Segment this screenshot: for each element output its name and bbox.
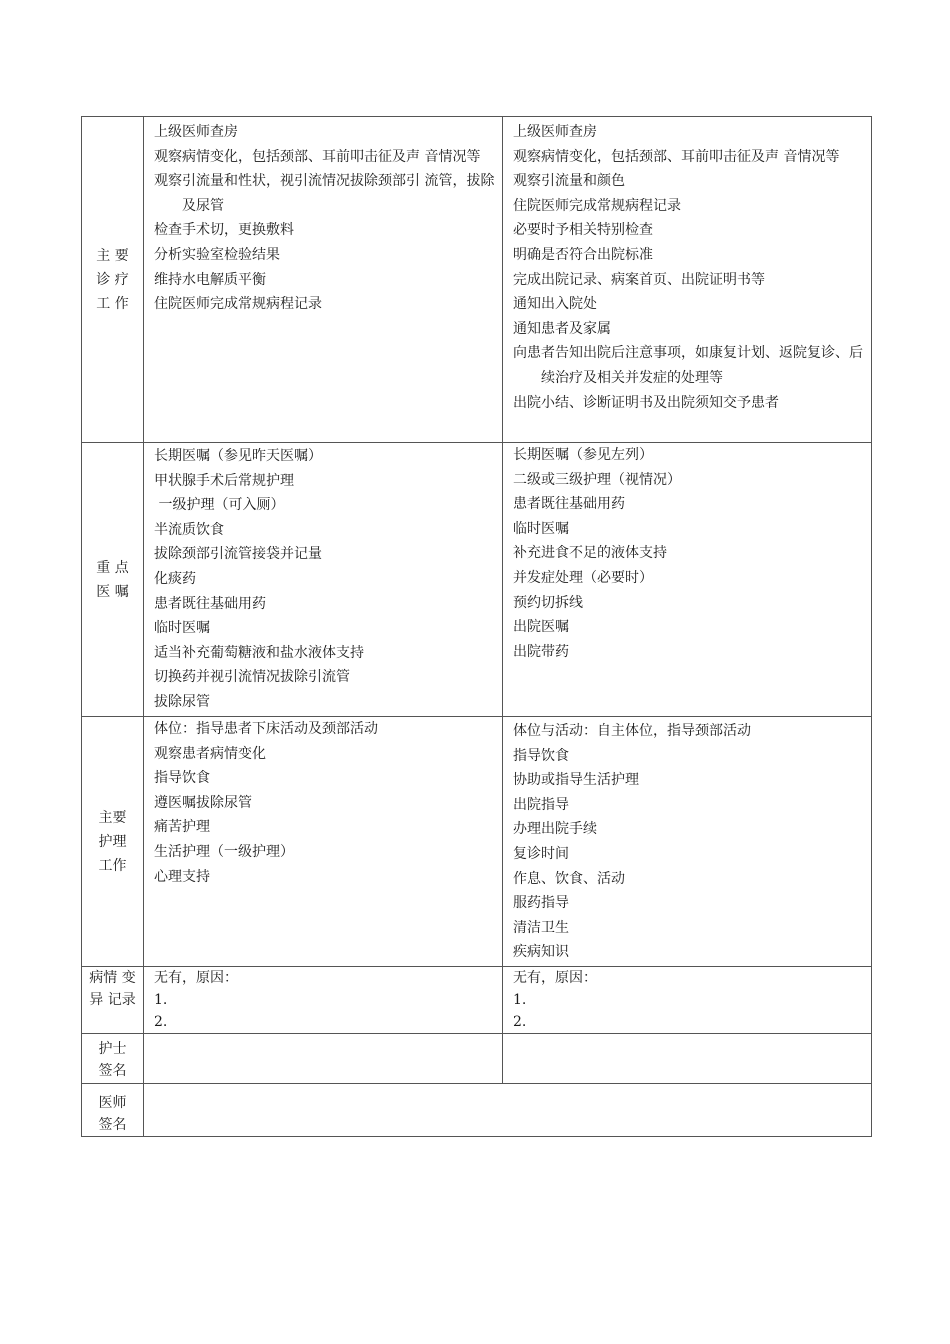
list-item: 作息、饮食、活动 <box>513 870 625 887</box>
variation-item-1: 1. <box>154 992 168 1008</box>
list-item: 观察病情变化，包括颈部、耳前叩击征及声 音情况等 <box>154 148 481 165</box>
list-item: 二级或三级护理（视情况） <box>513 471 681 488</box>
label-line: 工 作 <box>96 295 129 312</box>
variation-checkbox-text: 无有，原因： <box>154 970 238 986</box>
list-item: 出院指导 <box>513 796 569 813</box>
list-item: 长期医嘱（参见左列） <box>513 447 653 463</box>
list-item: 通知患者及家属 <box>513 320 611 337</box>
list-item: 患者既往基础用药 <box>513 496 625 513</box>
list-item: 维持水电解质平衡 <box>154 271 266 288</box>
list-item: 甲状腺手术后常规护理 <box>154 472 294 489</box>
list-item: 体位与活动：自主体位，指导颈部活动 <box>513 723 751 739</box>
list-item: 临时医嘱 <box>513 520 569 537</box>
list-item: 指导饮食 <box>154 770 210 787</box>
cell-key-orders-right <box>503 443 872 717</box>
list-item: 通知出入院处 <box>513 296 597 313</box>
list-item: 观察患者病情变化 <box>154 745 266 762</box>
cell-main-treatment-left <box>144 117 503 443</box>
row-variation <box>82 967 872 1034</box>
list-item: 协助或指导生活护理 <box>513 772 639 789</box>
row-label-doctor-signature <box>82 1084 144 1137</box>
row-doctor-signature <box>82 1084 872 1137</box>
list-item: 清洁卫生 <box>513 919 569 936</box>
list-item: 拔除尿管 <box>154 693 210 710</box>
label-line: 签名 <box>98 1063 127 1079</box>
variation-checkbox-text: 无有，原因： <box>513 970 597 986</box>
label-line: 重 点 <box>96 559 129 576</box>
label-line: 病情 变 <box>89 970 136 986</box>
list-item: 住院医师完成常规病程记录 <box>154 296 322 313</box>
list-item: 观察引流量和颜色 <box>513 173 625 190</box>
cell-main-treatment-right <box>503 117 872 443</box>
list-item: 并发症处理（必要时） <box>513 569 653 586</box>
label-line: 护士 <box>98 1041 127 1057</box>
list-item: 服药指导 <box>513 895 569 912</box>
label-line: 工作 <box>98 857 127 874</box>
cell-variation-right <box>503 967 872 1034</box>
list-item: 完成出院记录、病案首页、出院证明书等 <box>513 271 765 288</box>
list-item: 半流质饮食 <box>154 521 224 538</box>
variation-item-1: 1. <box>513 992 527 1008</box>
list-item: 心理支持 <box>154 868 210 885</box>
list-item: 体位：指导患者下床活动及颈部活动 <box>154 721 378 737</box>
list-item: 住院医师完成常规病程记录 <box>513 197 681 214</box>
list-item: 临时医嘱 <box>154 620 210 637</box>
list-item: 切换药并视引流情况拔除引流管 <box>154 669 350 686</box>
label-line: 护理 <box>98 833 127 850</box>
list-item: 观察引流量和性状，视引流情况拔除颈部引 流管，拔除及尿管 <box>154 173 495 214</box>
row-label-nurse-signature <box>82 1034 144 1084</box>
row-nurse-signature <box>82 1034 872 1084</box>
cell-nursing-left <box>144 717 503 967</box>
row-label-main-treatment <box>82 117 144 443</box>
list-item: 明确是否符合出院标准 <box>513 246 653 263</box>
list-item: 出院医嘱 <box>513 619 569 636</box>
list-item: 疾病知识 <box>513 944 569 961</box>
row-key-orders <box>82 443 872 717</box>
variation-item-2: 2. <box>154 1014 168 1030</box>
list-item: 遵医嘱拔除尿管 <box>154 794 252 811</box>
nurse-signature-right-field[interactable] <box>503 1034 872 1084</box>
label-line: 主 要 <box>96 247 129 264</box>
list-item: 必要时予相关特别检查 <box>513 222 653 239</box>
label-line: 异 记录 <box>89 992 136 1008</box>
list-item: 复诊时间 <box>513 845 569 862</box>
nurse-signature-left-field[interactable] <box>144 1034 503 1084</box>
list-item: 预约切拆线 <box>513 594 583 611</box>
list-item: 观察病情变化，包括颈部、耳前叩击征及声 音情况等 <box>513 148 840 165</box>
list-item: 补充进食不足的液体支持 <box>513 545 667 562</box>
list-item: 患者既往基础用药 <box>154 595 266 612</box>
list-item: 向患者告知出院后注意事项，如康复计划、返院复诊、后续治疗及相关并发症的处理等 <box>513 345 863 386</box>
list-item: 化痰药 <box>154 570 196 587</box>
cell-nursing-right <box>503 717 872 967</box>
list-item: 一级护理（可入厕） <box>154 497 285 514</box>
list-item: 拔除颈部引流管接袋并记量 <box>154 546 322 563</box>
label-line: 诊 疗 <box>96 271 129 288</box>
list-item: 检查手术切，更换敷料 <box>154 222 294 239</box>
cell-variation-left <box>144 967 503 1034</box>
label-line: 签名 <box>98 1117 127 1133</box>
doctor-signature-field[interactable] <box>144 1084 872 1137</box>
list-item: 办理出院手续 <box>513 821 597 838</box>
label-line: 医 嘱 <box>96 583 129 600</box>
list-item: 长期医嘱（参见昨天医嘱） <box>154 448 322 464</box>
row-label-nursing <box>82 717 144 967</box>
list-item: 痛苦护理 <box>154 819 210 836</box>
list-item: 生活护理（一级护理） <box>154 843 294 860</box>
list-item: 适当补充葡萄糖液和盐水液体支持 <box>154 644 364 661</box>
cell-key-orders-left <box>144 443 503 717</box>
variation-item-2: 2. <box>513 1014 527 1030</box>
row-label-variation <box>82 967 144 1034</box>
label-line: 主要 <box>98 809 127 826</box>
list-item: 分析实验室检验结果 <box>154 246 280 263</box>
list-item: 上级医师查房 <box>154 124 238 140</box>
label-line: 医师 <box>98 1095 127 1111</box>
list-item: 上级医师查房 <box>513 124 597 140</box>
clinical-pathway-table <box>81 116 872 1137</box>
row-nursing <box>82 717 872 967</box>
list-item: 出院小结、诊断证明书及出院须知交予患者 <box>513 394 779 411</box>
list-item: 指导饮食 <box>513 747 569 764</box>
list-item: 出院带药 <box>513 643 569 660</box>
row-main-treatment <box>82 117 872 443</box>
row-label-key-orders <box>82 443 144 717</box>
